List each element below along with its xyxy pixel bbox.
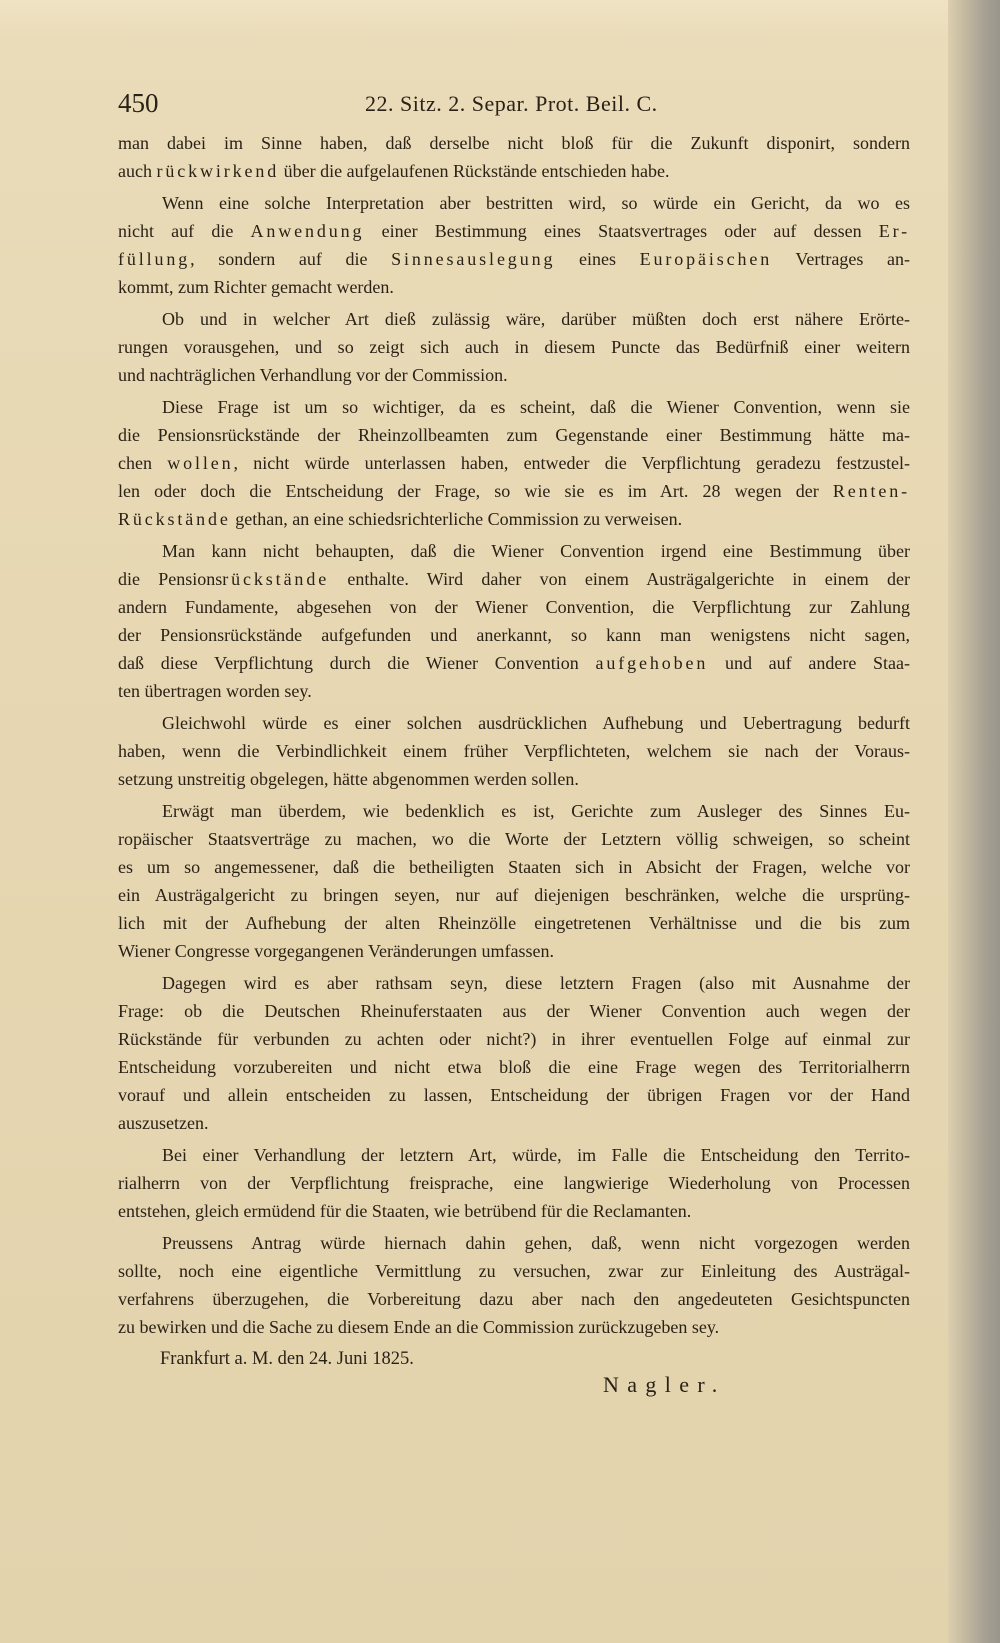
text-line: und nachträglichen Verhandlung vor der Commission. [118, 365, 508, 385]
text-run: , sondern auf die [190, 249, 392, 269]
text-line [118, 649, 910, 677]
paragraph [118, 129, 910, 185]
text-line [118, 245, 910, 273]
text-run: die Pensions [118, 569, 223, 589]
text-run: einer Bestimmung eines Staatsvertrages oder auf dessen [364, 221, 879, 241]
text-line: auszusetzen. [118, 1113, 209, 1133]
text-line [118, 505, 910, 533]
book-edge-shadow [948, 0, 1000, 1643]
spaced-emphasis: Rückstände [118, 509, 231, 529]
text-run: und auf andere Staa- [708, 653, 910, 673]
page-top-shade [0, 0, 948, 40]
paragraph-list [118, 129, 910, 1341]
text-line: es um so angemessener, daß die betheiligten Staaten sich in Absicht der Fragen, welche vor [118, 857, 910, 877]
text-line: die Pensionsrückstände der Rheinzollbeamten zum Gegenstande einer Bestimmung hätte ma- [118, 425, 910, 445]
text-line: rialherrn von der Verpflichtung freisprache, eine langwierige Wiederholung von Processen [118, 1173, 910, 1193]
spaced-emphasis: Renten- [832, 481, 910, 501]
text-run: len oder doch die Entscheidung der Frage, so wie sie es im Art. 28 wegen der [118, 481, 833, 501]
paragraph [118, 1141, 910, 1225]
text-run: chen [118, 453, 168, 473]
spaced-emphasis: füllung [118, 249, 191, 269]
spaced-emphasis: Er- [878, 221, 911, 241]
text-line: lich mit der Aufhebung der alten Rheinzölle eingetretenen Verhältnisse und die bis zum [118, 913, 910, 933]
text-line: ein Austrägalgericht zu bringen seyen, nur auf diejenigen beschränken, welche die ursprüng- [118, 885, 910, 905]
running-title: 22. Sitz. 2. Separ. Prot. Beil. C. [365, 91, 658, 116]
spaced-emphasis: Sinnesauslegung [391, 249, 556, 269]
text-line: ten übertragen worden sey. [118, 681, 312, 701]
text-line: Wenn eine solche Interpretation aber bestritten wird, so würde ein Gericht, da wo es [162, 193, 910, 213]
text-line: Preussens Antrag würde hiernach dahin gehen, daß, wenn nicht vorgezogen werden [162, 1233, 910, 1253]
text-run: Vertrages an- [772, 249, 911, 269]
spaced-emphasis: wollen [167, 453, 234, 473]
spaced-emphasis: rückwirkend [156, 161, 280, 181]
paragraph [118, 305, 910, 389]
text-line: verfahrens überzugehen, die Vorbereitung dazu aber nach den angedeuteten Gesichtspuncten [118, 1289, 910, 1309]
page-number: 450 [118, 88, 159, 118]
text-line: Erwägt man überdem, wie bedenklich es ist, Gerichte zum Ausleger des Sinnes Eu- [162, 801, 910, 821]
text-line: Rückstände für verbunden zu achten oder nicht?) in ihrer eventuellen Folge auf einmal zur [118, 1029, 910, 1049]
text-run: daß diese Verpflichtung durch die Wiener Convention [118, 653, 596, 673]
text-line: Frage: ob die Deutschen Rheinuferstaaten aus der Wiener Convention auch wegen der [118, 1001, 910, 1021]
text-line: Ob und in welcher Art dieß zulässig wäre, darüber müßten doch erst nähere Erörte- [162, 309, 910, 329]
text-line: kommt, zum Richter gemacht werden. [118, 277, 394, 297]
text-run: auch [118, 161, 157, 181]
spaced-emphasis: Europäischen [639, 249, 773, 269]
spaced-emphasis: rückstände [222, 569, 330, 589]
body-text [118, 129, 910, 1399]
text-run: eines [555, 249, 640, 269]
text-line: man dabei im Sinne haben, daß derselbe nicht bloß für die Zukunft disponirt, sondern [118, 133, 910, 153]
text-line: Entscheidung vorzubereiten und nicht etwa bloß die eine Frage wegen des Territorialherrn [118, 1057, 910, 1077]
paragraph [118, 797, 910, 965]
text-line: setzung unstreitig obgelegen, hätte abgenommen werden sollen. [118, 769, 579, 789]
text-run: gethan, an eine schiedsrichterliche Commission zu verweisen. [230, 509, 683, 529]
spaced-emphasis: Anwendung [250, 221, 365, 241]
text-line: zu bewirken und die Sache zu diesem Ende an die Commission zurückzugeben sey. [118, 1317, 720, 1337]
text-line: entstehen, gleich ermüdend für die Staaten, wie betrübend für die Reclamanten. [118, 1201, 692, 1221]
text-line: andern Fundamente, abgesehen von der Wiener Convention, die Verpflichtung zur Zahlung [118, 597, 910, 617]
text-line: Gleichwohl würde es einer solchen ausdrücklichen Aufhebung und Uebertragung bedurft [162, 713, 910, 733]
text-line: der Pensionsrückstände aufgefunden und anerkannt, so kann man wenigstens nicht sagen, [118, 625, 910, 645]
text-line [118, 565, 910, 593]
text-run: nicht auf die [118, 221, 251, 241]
text-line [118, 157, 910, 185]
paragraph [118, 393, 910, 533]
text-line: vorauf und allein entscheiden zu lassen, Entscheidung der übrigen Fragen vor der Hand [118, 1085, 910, 1105]
text-line: sollte, noch eine eigentliche Vermittlung zu versuchen, zwar zur Einleitung des Austrägal- [118, 1261, 910, 1281]
text-line: Bei einer Verhandlung der letztern Art, würde, im Falle die Entscheidung den Territo- [162, 1145, 910, 1165]
text-line [118, 477, 910, 505]
text-run: enthalte. Wird daher von einem Austrägalgerichte in einem der [329, 569, 910, 589]
text-line [118, 449, 910, 477]
text-line: Man kann nicht behaupten, daß die Wiener Convention irgend eine Bestimmung über [162, 541, 910, 561]
text-line: Diese Frage ist um so wichtiger, da es scheint, daß die Wiener Convention, wenn sie [162, 397, 910, 417]
signature: Nagler. [603, 1372, 726, 1397]
text-line: Wiener Congresse vorgegangenen Veränderungen umfassen. [118, 941, 554, 961]
paragraph [118, 189, 910, 301]
text-line: rungen vorausgehen, und so zeigt sich auch in diesem Puncte das Bedürfniß einer weitern [118, 337, 910, 357]
text-line: ropäischer Staatsverträge zu machen, wo die Worte der Letztern völlig schweigen, so scheint [118, 829, 910, 849]
text-line: haben, wenn die Verbindlichkeit einem früher Verpflichteten, welchem sie nach der Voraus- [118, 741, 910, 761]
paragraph [118, 709, 910, 793]
paragraph [118, 969, 910, 1137]
closing-date: Frankfurt a. M. den 24. Juni 1825. [160, 1349, 414, 1369]
paragraph [118, 1229, 910, 1341]
text-line [118, 217, 910, 245]
text-run: , nicht würde unterlassen haben, entweder die Verpflichtung geradezu festzustel- [233, 453, 910, 473]
spaced-emphasis: aufgehoben [595, 653, 709, 673]
text-line: Dagegen wird es aber rathsam seyn, diese letztern Fragen (also mit Ausnahme der [162, 973, 910, 993]
paragraph [118, 537, 910, 705]
text-run: über die aufgelaufenen Rückstände entschieden habe. [279, 161, 670, 181]
